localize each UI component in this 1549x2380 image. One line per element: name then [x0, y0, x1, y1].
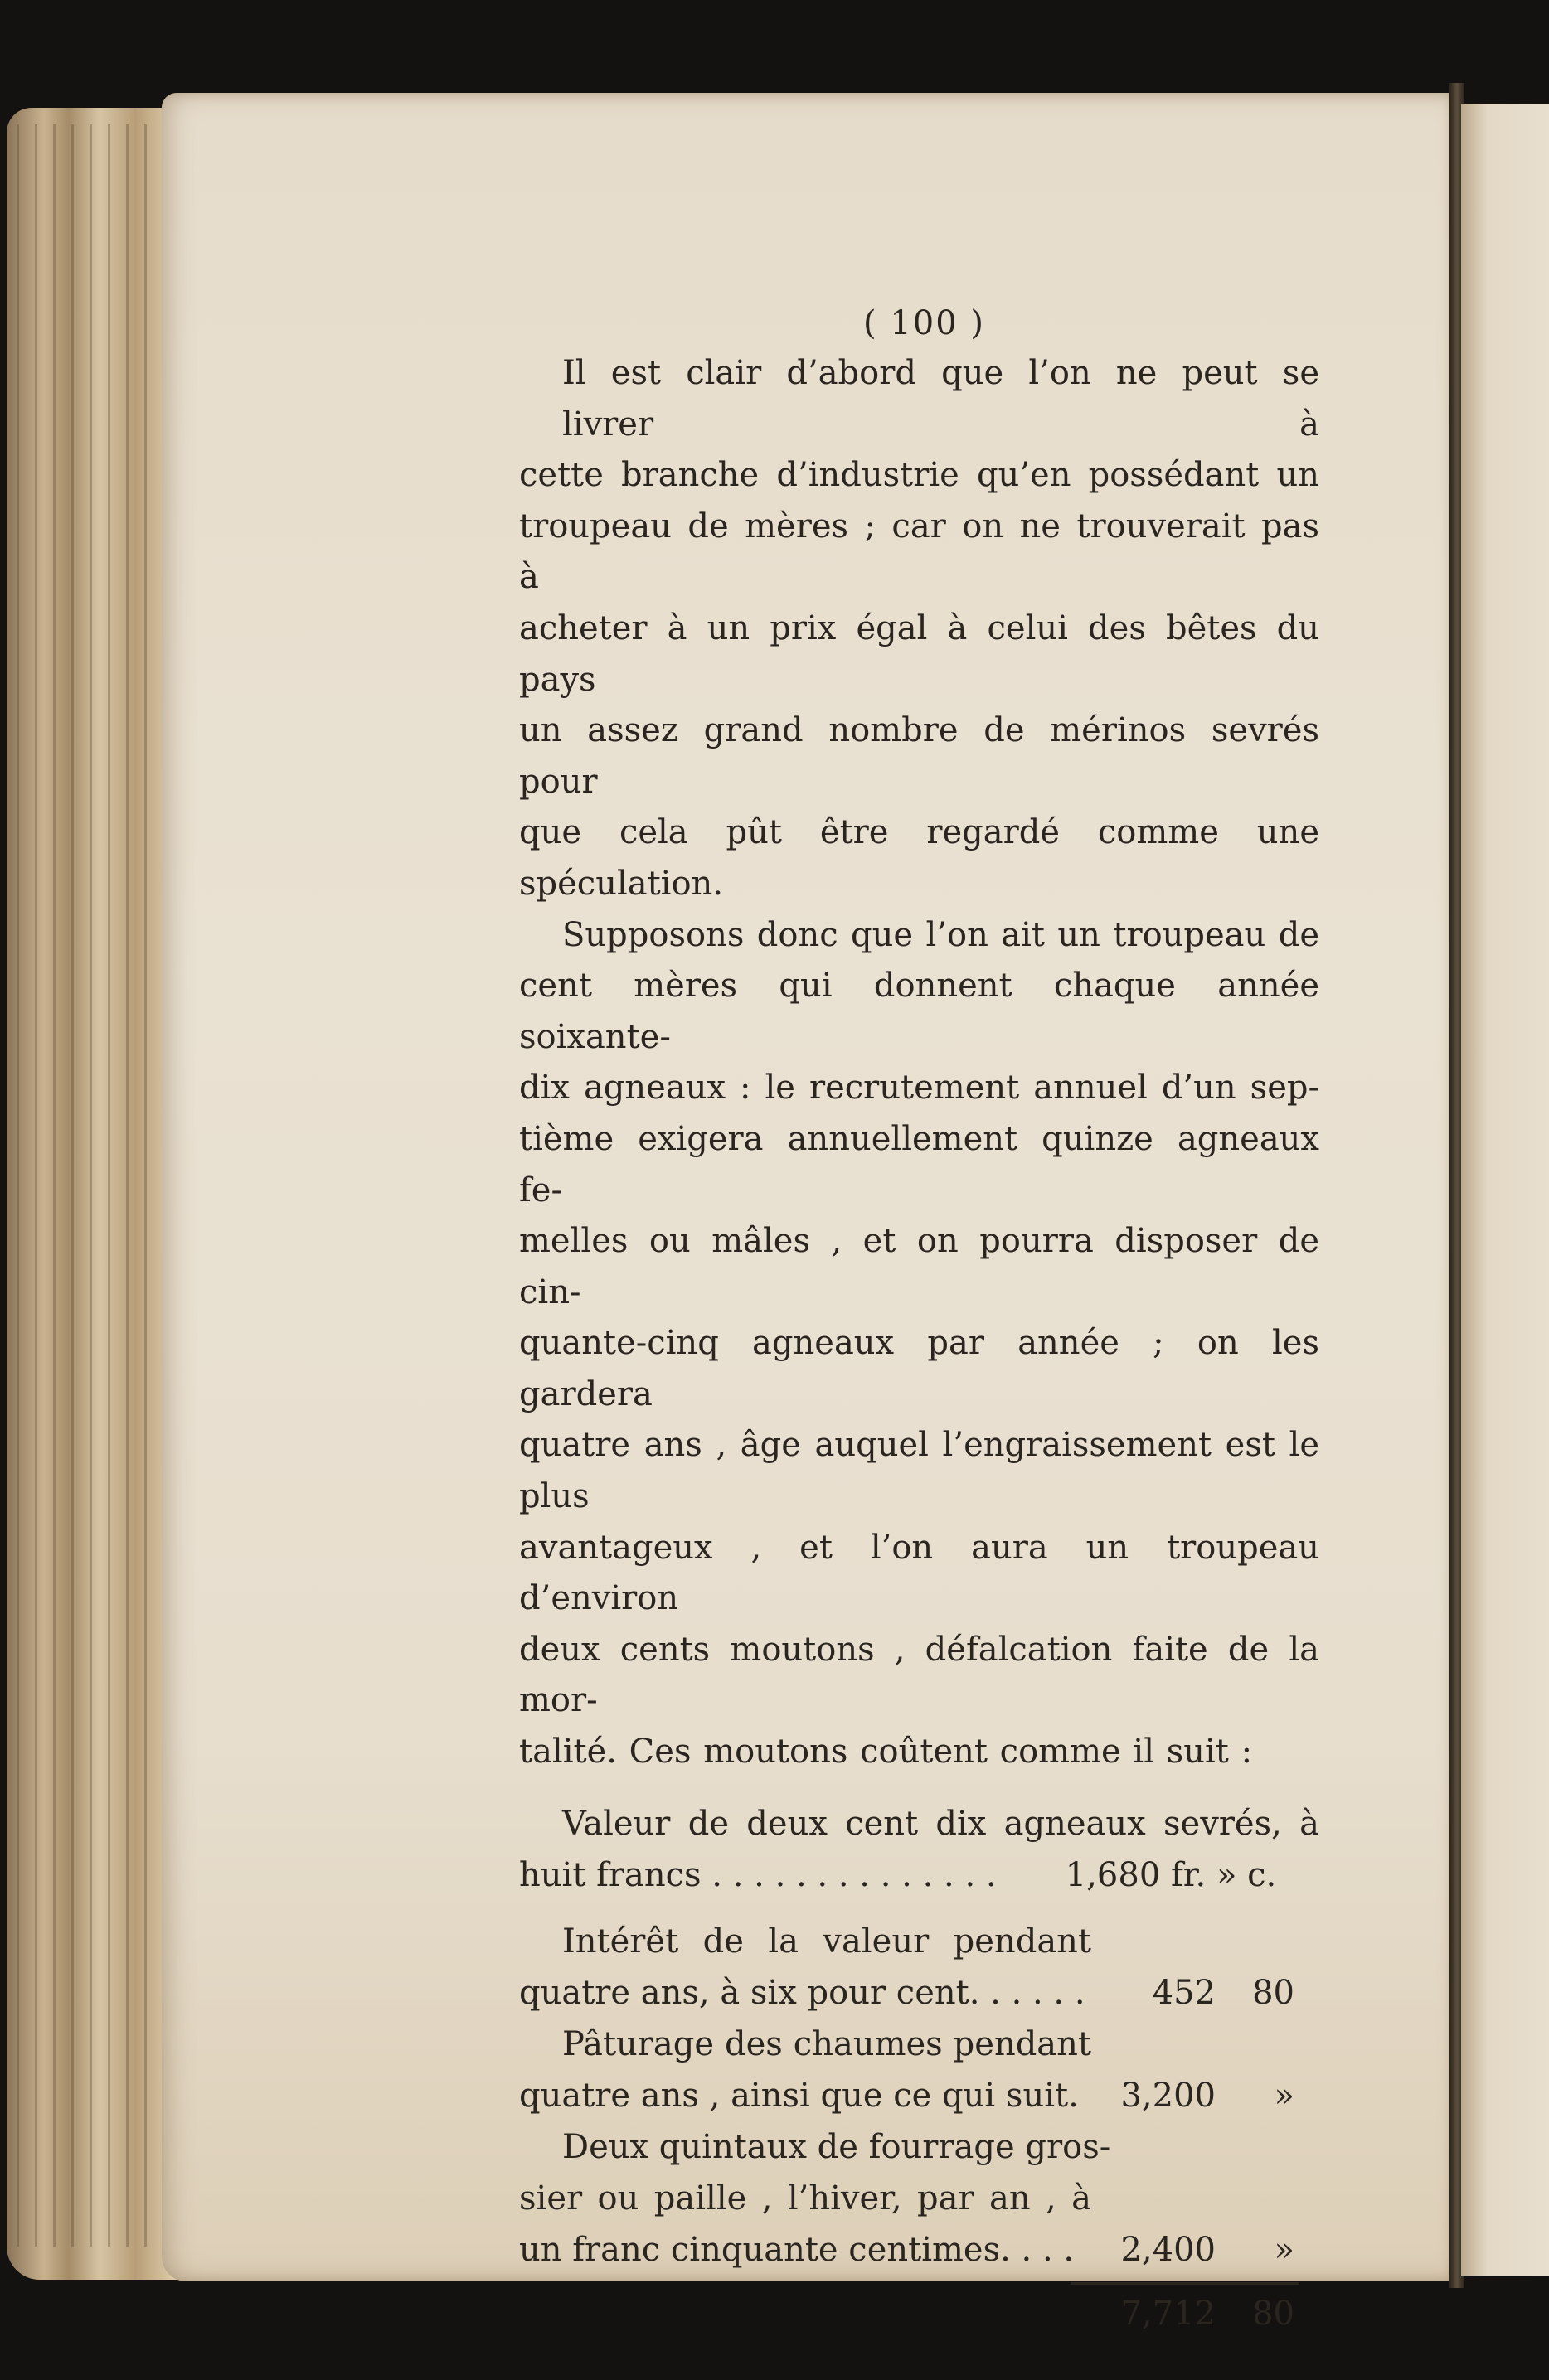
entry-francs: 3,200	[1120, 2076, 1216, 2115]
account-entry-interest	[519, 1916, 1319, 2019]
paragraph-2	[519, 910, 1319, 1778]
entry-text: Deux quintaux de fourrage gros-	[562, 2127, 1111, 2166]
entry-text: sier ou paille , l’hiver, par an , à	[519, 2179, 1091, 2218]
text-line: cent mères qui donnent chaque année soixante-	[519, 967, 1319, 1056]
entry-francs: 2,400	[1120, 2230, 1216, 2269]
paragraph-1	[519, 348, 1319, 910]
page-edges-lines	[17, 124, 182, 2247]
text-line: avantageux , et l’on aura un troupeau d’environ	[519, 1528, 1319, 1618]
text-line: Supposons donc que l’on ait un troupeau de	[562, 915, 1319, 954]
page-number: ( 100 )	[863, 304, 985, 342]
entry-text: Valeur de deux cent dix agneaux sevrés, à	[562, 1804, 1319, 1843]
account-entry-pasture	[519, 2019, 1319, 2121]
total-francs: 7,712	[1120, 2294, 1216, 2333]
page-text	[519, 298, 1319, 2343]
entry-centimes: »	[1274, 2076, 1294, 2115]
entry-centimes: 80	[1252, 1973, 1294, 2012]
facing-page-edge	[1461, 104, 1549, 2276]
entry-text: quatre ans, à six pour cent. . . . . .	[519, 1973, 1085, 2012]
text-line: cette branche d’industrie qu’en possédant un	[519, 456, 1319, 495]
account-entry-fodder	[519, 2121, 1319, 2276]
account-entry-lambs	[519, 1798, 1319, 1901]
text-line: quante-cinq agneaux par année ; on les gardera	[519, 1324, 1319, 1413]
text-line: que cela pût être regardé comme une spéculation.	[519, 813, 1319, 903]
entry-text: huit francs . . . . . . . . . . . . . .	[519, 1855, 997, 1894]
text-line: quatre ans , âge auquel l’engraissement est le plus	[519, 1426, 1319, 1516]
entry-francs: 452	[1152, 1973, 1216, 2012]
text-line: troupeau de mères ; car on ne trouverait pas à	[519, 507, 1319, 597]
total-centimes: 80	[1252, 2294, 1294, 2333]
text-line: melles ou mâles , et on pourra disposer de cin-	[519, 1222, 1319, 1311]
text-line: tième exigera annuellement quinze agneaux fe-	[519, 1119, 1319, 1209]
text-line: dix agneaux : le recrutement annuel d’un sep-	[519, 1069, 1319, 1108]
account-total	[519, 2285, 1319, 2343]
text-line: acheter à un prix égal à celui des bêtes du pays	[519, 608, 1319, 699]
text-line: Il est clair d’abord que l’on ne peut se livrer à	[562, 354, 1319, 444]
entry-text: Pâturage des chaumes pendant	[562, 2024, 1091, 2063]
entry-text: Intérêt de la valeur pendant	[562, 1922, 1091, 1961]
entry-centimes: »	[1274, 2230, 1294, 2269]
entry-text: un franc cinquante centimes. . . .	[519, 2230, 1075, 2269]
text-line: un assez grand nombre de mérinos sevrés pour	[519, 711, 1319, 801]
entry-text: quatre ans , ainsi que ce qui suit.	[519, 2076, 1079, 2115]
text-line: deux cents moutons , défalcation faite de la mor-	[519, 1630, 1319, 1720]
text-line: talité. Ces moutons coûtent comme il suit :	[519, 1733, 1253, 1772]
entry-amount: 1,680 fr. » c.	[1065, 1855, 1277, 1894]
